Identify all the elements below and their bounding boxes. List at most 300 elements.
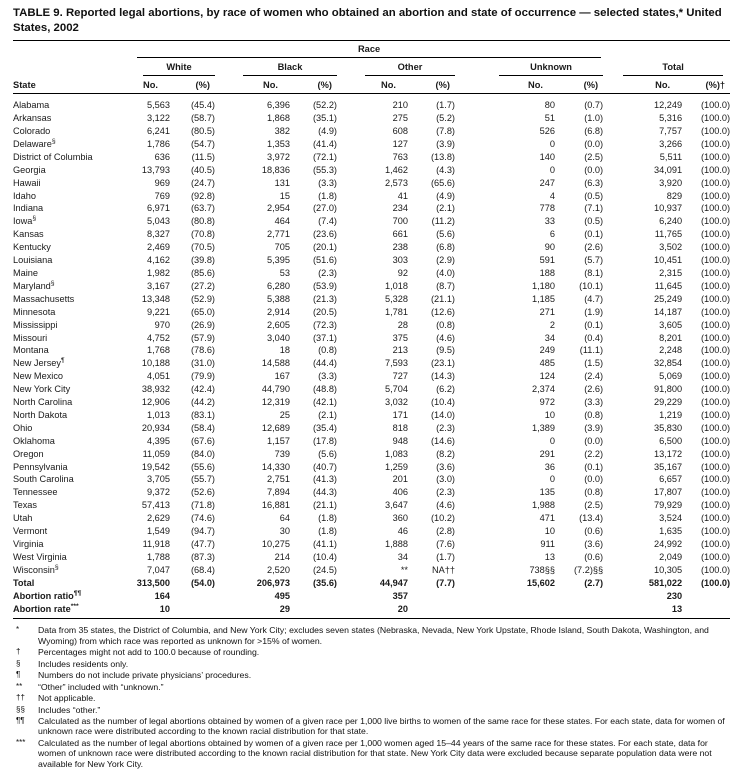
value-cell: 135 — [539, 487, 555, 498]
footnote-text: Numbers do not include private physicians’ procedures. — [38, 670, 252, 681]
value-cell: (100.0) — [700, 332, 731, 343]
value-cell: (41.1) — [312, 539, 337, 549]
state-name: North Dakota — [13, 409, 68, 420]
value-cell: (13.4) — [579, 513, 604, 524]
value-cell: 18,836 — [261, 164, 290, 175]
value-cell: (7.2)§§ — [573, 564, 604, 575]
value-cell: NA†† — [432, 564, 455, 575]
footnote-text: Calculated as the number of legal abortions obtained by women of a given race per 1,000 live births to women of the same race for these states. For each state, data for women of unknown race were distributed according to the known racial distribution for that state. — [38, 715, 725, 737]
value-cell: 727 — [392, 371, 408, 382]
value-cell: 1,888 — [385, 539, 408, 549]
value-cell: 28 — [397, 319, 408, 330]
value-cell: 10 — [544, 409, 555, 420]
value-cell: 5,388 — [267, 293, 290, 304]
value-cell: 1,259 — [385, 461, 408, 472]
value-cell: 127 — [392, 138, 408, 149]
value-cell: (45.4) — [190, 100, 215, 111]
value-cell: (100.0) — [700, 539, 731, 549]
value-cell: 10,451 — [654, 255, 683, 266]
value-cell: (2.1) — [318, 409, 337, 420]
value-cell: (0.0) — [584, 164, 604, 175]
value-cell: 167 — [274, 371, 290, 382]
value-cell: (100.0) — [700, 177, 731, 188]
column-headers-row — [13, 76, 730, 94]
value-cell: (3.9) — [436, 138, 455, 149]
value-cell: 13,172 — [654, 448, 683, 459]
value-cell: 213 — [392, 345, 408, 356]
value-cell: 12,689 — [261, 422, 290, 433]
value-cell: 948 — [392, 435, 408, 446]
value-cell: 2,573 — [385, 177, 408, 188]
value-cell: (10.2) — [430, 513, 455, 524]
value-cell: 485 — [539, 358, 555, 369]
value-cell: (4.9) — [436, 190, 455, 201]
value-cell: 9,372 — [147, 487, 170, 498]
value-cell: (2.3) — [436, 487, 455, 498]
value-cell: 15,602 — [526, 577, 555, 588]
value-cell: 10,188 — [141, 358, 170, 369]
value-cell: (40.7) — [312, 461, 337, 472]
value-cell: (100.0) — [700, 358, 731, 369]
footnote-text: Percentages might not add to 100.0 because of rounding. — [38, 647, 260, 658]
value-cell: 1,180 — [532, 280, 555, 291]
value-cell: 13,793 — [141, 164, 170, 175]
value-cell: (100.0) — [700, 487, 731, 498]
abortions-by-race-table — [13, 40, 730, 619]
footnote — [13, 625, 728, 646]
value-cell: 0 — [549, 474, 555, 485]
value-cell: (100.0) — [700, 435, 731, 446]
value-cell: (31.0) — [190, 358, 215, 369]
value-cell: 464 — [274, 216, 290, 227]
state-name: Abortion rate*** — [13, 603, 123, 619]
footnote-symbol: ** — [16, 681, 23, 691]
value-cell: 303 — [392, 255, 408, 266]
unknown-pct-header: (%) — [555, 76, 603, 94]
footnote — [13, 647, 728, 657]
value-cell: 0 — [549, 138, 555, 149]
table-row — [13, 151, 730, 164]
value-cell: (3.9) — [584, 422, 604, 433]
value-cell: 591 — [539, 255, 555, 266]
value-cell: 275 — [392, 113, 408, 124]
value-cell: (100.0) — [700, 371, 731, 382]
footnote-symbol: ¶¶ — [16, 715, 25, 725]
value-cell: (5.6) — [436, 229, 455, 240]
value-cell: 12,319 — [261, 397, 290, 408]
value-cell: 1,549 — [147, 526, 170, 537]
state-name: Virginia — [13, 539, 44, 549]
value-cell: (21.1) — [430, 293, 455, 304]
value-cell: (100.0) — [700, 126, 731, 136]
white-pct-header: (%) — [170, 76, 215, 94]
value-cell: 357 — [392, 590, 408, 601]
table-row — [13, 267, 730, 280]
value-cell: (0.4) — [584, 332, 604, 343]
value-cell: 1,788 — [147, 551, 170, 562]
value-cell: 2,771 — [267, 229, 290, 240]
value-cell: 8,327 — [147, 229, 170, 240]
state-name: Utah — [13, 513, 33, 524]
footnotes — [13, 625, 730, 769]
state-name: Alabama — [13, 100, 50, 111]
value-cell: 1,868 — [267, 113, 290, 124]
value-cell: 5,328 — [385, 293, 408, 304]
value-cell: 171 — [392, 409, 408, 420]
value-cell: 201 — [392, 474, 408, 485]
value-cell: 6,500 — [659, 435, 683, 446]
value-cell: 32,854 — [654, 358, 683, 369]
state-name: Minnesota — [13, 306, 56, 317]
value-cell: (2.6) — [584, 242, 604, 253]
value-cell: (100.0) — [700, 306, 731, 317]
value-cell: 7,593 — [385, 358, 408, 369]
value-cell: (3.3) — [318, 177, 337, 188]
value-cell: 249 — [539, 345, 555, 356]
value-cell: (24.5) — [312, 564, 337, 575]
value-cell: (23.6) — [312, 229, 337, 240]
state-name: Wisconsin§ — [13, 563, 59, 575]
value-cell: (14.0) — [430, 409, 455, 420]
value-cell: (5.7) — [584, 255, 604, 266]
value-cell: (55.3) — [312, 164, 337, 175]
value-cell: 13,348 — [141, 293, 170, 304]
value-cell: 10 — [544, 526, 555, 537]
value-cell: (8.1) — [584, 267, 604, 278]
value-cell: 2 — [549, 319, 555, 330]
value-cell: (7.7) — [436, 577, 455, 588]
value-cell: 210 — [392, 100, 408, 111]
value-cell: 661 — [392, 229, 408, 240]
value-cell: (51.6) — [312, 255, 337, 266]
value-cell: 14,588 — [261, 358, 290, 369]
value-cell: (11.1) — [579, 345, 604, 356]
value-cell: (0.6) — [584, 551, 604, 562]
value-cell: 3,605 — [659, 319, 683, 330]
state-name: District of Columbia — [13, 151, 93, 162]
value-cell: (4.9) — [318, 126, 337, 136]
value-cell: 3,032 — [385, 397, 408, 408]
value-cell: (3.6) — [584, 539, 604, 549]
value-cell — [555, 590, 603, 603]
value-cell: (1.7) — [436, 100, 455, 111]
value-cell: (100.0) — [700, 577, 731, 588]
value-cell: (100.0) — [700, 255, 731, 266]
value-cell: (100.0) — [700, 164, 731, 175]
footnote-text: Includes “other.” — [38, 704, 101, 715]
value-cell: (79.9) — [190, 371, 215, 382]
footnote — [13, 738, 728, 769]
race-categories-row — [13, 58, 730, 76]
footnote-text: Data from 35 states, the District of Columbia, and New York City; excludes seven states (Nebraska, Nevada, New York Upstate, Rhode Island, South Dakota, Washington, and Wyoming) from which race was reported as unknown for >15% of women. — [38, 625, 709, 646]
value-cell: 2,914 — [267, 306, 290, 317]
value-cell — [290, 590, 337, 603]
value-cell: (85.6) — [190, 267, 215, 278]
state-name: Oregon — [13, 448, 44, 459]
value-cell: 140 — [539, 151, 555, 162]
state-name: Idaho — [13, 190, 36, 201]
value-cell: 829 — [666, 190, 683, 201]
value-cell: 13 — [603, 603, 682, 619]
table-row — [13, 164, 730, 177]
value-cell: 14,330 — [261, 461, 290, 472]
value-cell: (35.4) — [312, 422, 337, 433]
value-cell: 970 — [154, 319, 170, 330]
other-no-header: No. — [337, 76, 408, 94]
value-cell: 581,022 — [648, 577, 683, 588]
value-cell: (1.0) — [584, 113, 604, 124]
table-row — [13, 228, 730, 241]
value-cell: 769 — [154, 190, 170, 201]
value-cell: (100.0) — [700, 203, 731, 214]
value-cell: 7,047 — [147, 564, 170, 575]
table-row — [13, 422, 730, 435]
value-cell: 19,542 — [141, 461, 170, 472]
value-cell: (100.0) — [700, 526, 731, 537]
value-cell: 5,316 — [659, 113, 683, 124]
value-cell: (92.8) — [190, 190, 215, 201]
value-cell: (54.0) — [190, 577, 215, 588]
table-row — [13, 396, 730, 409]
value-cell: 51 — [544, 113, 555, 124]
footnote — [13, 682, 728, 692]
value-cell: 763 — [392, 151, 408, 162]
table-row — [13, 512, 730, 525]
value-cell: 636 — [154, 151, 170, 162]
value-cell: 705 — [274, 242, 290, 253]
value-cell: 34 — [544, 332, 555, 343]
value-cell: 5,043 — [147, 216, 170, 227]
value-cell: 5,395 — [267, 255, 290, 266]
value-cell: (0.1) — [584, 319, 604, 330]
value-cell: 14,187 — [654, 306, 683, 317]
value-cell: 90 — [544, 242, 555, 253]
value-cell: (100.0) — [700, 409, 731, 420]
value-cell: (1.8) — [318, 190, 337, 201]
value-cell: (0.0) — [584, 138, 604, 149]
value-cell: (42.1) — [312, 397, 337, 408]
value-cell: 230 — [666, 590, 683, 601]
state-name: Missouri — [13, 332, 48, 343]
value-cell: (100.0) — [700, 500, 731, 511]
value-cell: 738§§ — [529, 564, 555, 575]
value-cell: (54.7) — [190, 138, 215, 149]
table-row — [13, 202, 730, 215]
value-cell: (2.8) — [436, 526, 455, 537]
state-name: Arkansas — [13, 113, 52, 124]
value-cell: (3.3) — [584, 397, 604, 408]
value-cell: (2.4) — [584, 371, 604, 382]
table-row — [13, 370, 730, 383]
value-cell — [455, 603, 555, 619]
value-cell: 778 — [539, 203, 555, 214]
value-cell: 4,395 — [147, 435, 170, 446]
footnote — [13, 670, 728, 680]
table-row — [13, 473, 730, 486]
value-cell: 12,249 — [654, 100, 683, 111]
value-cell: 53 — [279, 267, 290, 278]
table-row — [13, 112, 730, 125]
value-cell: 44,790 — [261, 384, 290, 395]
value-cell: (4.0) — [436, 267, 455, 278]
race-group-label: Race — [137, 44, 601, 58]
value-cell: 1,219 — [659, 409, 683, 420]
value-cell: 6,280 — [267, 280, 290, 291]
table-row — [13, 254, 730, 267]
value-cell: 92 — [397, 267, 408, 278]
value-cell: 1,462 — [385, 164, 408, 175]
value-cell: (26.9) — [190, 319, 215, 330]
value-cell: (14.3) — [430, 371, 455, 382]
footnote-symbol: †† — [16, 693, 25, 703]
value-cell: (6.8) — [436, 242, 455, 253]
value-cell: 11,765 — [654, 229, 683, 240]
state-column-header: State — [13, 76, 123, 94]
total-no-header: No. — [603, 76, 682, 94]
value-cell: 12,906 — [141, 397, 170, 408]
value-cell: (100.0) — [700, 242, 731, 253]
table-row — [13, 448, 730, 461]
state-name: Vermont — [13, 526, 48, 537]
value-cell: 7,757 — [659, 126, 683, 136]
race-group-header — [123, 41, 603, 59]
value-cell: (27.0) — [312, 203, 337, 214]
value-cell — [290, 603, 337, 619]
footnote-text: Includes residents only. — [38, 658, 129, 669]
value-cell: (5.6) — [318, 448, 337, 459]
table-row — [13, 538, 730, 551]
value-cell: (100.0) — [700, 319, 731, 330]
value-cell: 188 — [539, 267, 555, 278]
value-cell: (0.8) — [436, 319, 455, 330]
table-row — [13, 357, 730, 370]
value-cell: 495 — [274, 590, 290, 601]
state-name: Oklahoma — [13, 435, 55, 446]
value-cell: (100.0) — [700, 216, 731, 227]
value-cell: (70.5) — [190, 242, 215, 253]
value-cell: (71.8) — [190, 500, 215, 511]
state-name: New York City — [13, 384, 71, 395]
value-cell: (100.0) — [700, 448, 731, 459]
value-cell: (4.7) — [584, 293, 604, 304]
value-cell: (1.8) — [318, 513, 337, 524]
value-cell: 6,657 — [659, 474, 683, 485]
table-row — [13, 525, 730, 538]
value-cell: (78.6) — [190, 345, 215, 356]
value-cell: (68.4) — [190, 564, 215, 575]
value-cell: (55.7) — [190, 474, 215, 485]
table-row — [13, 383, 730, 396]
value-cell: 2,469 — [147, 242, 170, 253]
value-cell: (87.3) — [190, 551, 215, 562]
value-cell: 4,051 — [147, 371, 170, 382]
value-cell: (0.1) — [584, 461, 604, 472]
value-cell: 34,091 — [654, 164, 683, 175]
unknown-group-header: Unknown — [455, 58, 603, 76]
other-pct-header: (%) — [408, 76, 455, 94]
state-name: Tennessee — [13, 487, 58, 498]
value-cell: 1,185 — [532, 293, 555, 304]
value-cell: (17.8) — [312, 435, 337, 446]
value-cell: 471 — [539, 513, 555, 524]
value-cell: (72.1) — [312, 151, 337, 162]
value-cell: 3,647 — [385, 500, 408, 511]
value-cell: (1.7) — [436, 551, 455, 562]
value-cell: 6 — [549, 229, 555, 240]
black-group-header: Black — [215, 58, 337, 76]
value-cell: (44.3) — [312, 487, 337, 498]
value-cell: 25 — [279, 409, 290, 420]
value-cell: (2.6) — [584, 384, 604, 395]
state-name: Indiana — [13, 203, 44, 214]
table-row — [13, 332, 730, 345]
state-name: Delaware§ — [13, 137, 56, 149]
race-spanner-row — [13, 41, 730, 59]
state-name: South Carolina — [13, 474, 74, 485]
value-cell: 700 — [392, 216, 408, 227]
value-cell: (67.6) — [190, 435, 215, 446]
value-cell: (0.7) — [584, 100, 604, 111]
value-cell: 16,881 — [261, 500, 290, 511]
value-cell: 382 — [274, 126, 290, 136]
table-row — [13, 344, 730, 357]
value-cell: (40.5) — [190, 164, 215, 175]
value-cell: (44.2) — [190, 397, 215, 408]
value-cell: 360 — [392, 513, 408, 524]
value-cell: (0.5) — [584, 190, 604, 201]
value-cell: (3.0) — [436, 474, 455, 485]
value-cell: 1,768 — [147, 345, 170, 356]
footnote-text: “Other” included with “unknown.” — [38, 681, 164, 692]
other-group-header: Other — [337, 58, 455, 76]
value-cell: 6,396 — [267, 100, 290, 111]
value-cell: (58.7) — [190, 113, 215, 124]
value-cell: (8.7) — [436, 280, 455, 291]
value-cell: (42.4) — [190, 384, 215, 395]
value-cell: 131 — [274, 177, 290, 188]
value-cell: 291 — [539, 448, 555, 459]
value-cell: (2.5) — [584, 151, 604, 162]
value-cell: (100.0) — [700, 564, 731, 575]
table-row — [13, 177, 730, 190]
value-cell: (10.4) — [430, 397, 455, 408]
value-cell: 20,934 — [141, 422, 170, 433]
footnote — [13, 659, 728, 669]
value-cell: 10,275 — [261, 539, 290, 549]
value-cell: (100.0) — [700, 397, 731, 408]
value-cell: (1.5) — [584, 358, 604, 369]
value-cell: 3,040 — [267, 332, 290, 343]
value-cell: 238 — [392, 242, 408, 253]
value-cell: (0.8) — [584, 487, 604, 498]
value-cell: (0.8) — [318, 345, 337, 356]
table-row — [13, 306, 730, 319]
value-cell: 8,201 — [659, 332, 683, 343]
value-cell: 3,705 — [147, 474, 170, 485]
unknown-no-header: No. — [455, 76, 555, 94]
value-cell: 526 — [539, 126, 555, 136]
value-cell: 3,920 — [659, 177, 683, 188]
value-cell: (80.5) — [190, 126, 215, 136]
state-name: Georgia — [13, 164, 46, 175]
value-cell: (4.3) — [436, 164, 455, 175]
value-cell: 972 — [539, 397, 555, 408]
value-cell: (6.8) — [584, 126, 604, 136]
table-row — [13, 461, 730, 474]
value-cell: (53.9) — [312, 280, 337, 291]
value-cell: (7.8) — [436, 126, 455, 136]
value-cell: (5.2) — [436, 113, 455, 124]
